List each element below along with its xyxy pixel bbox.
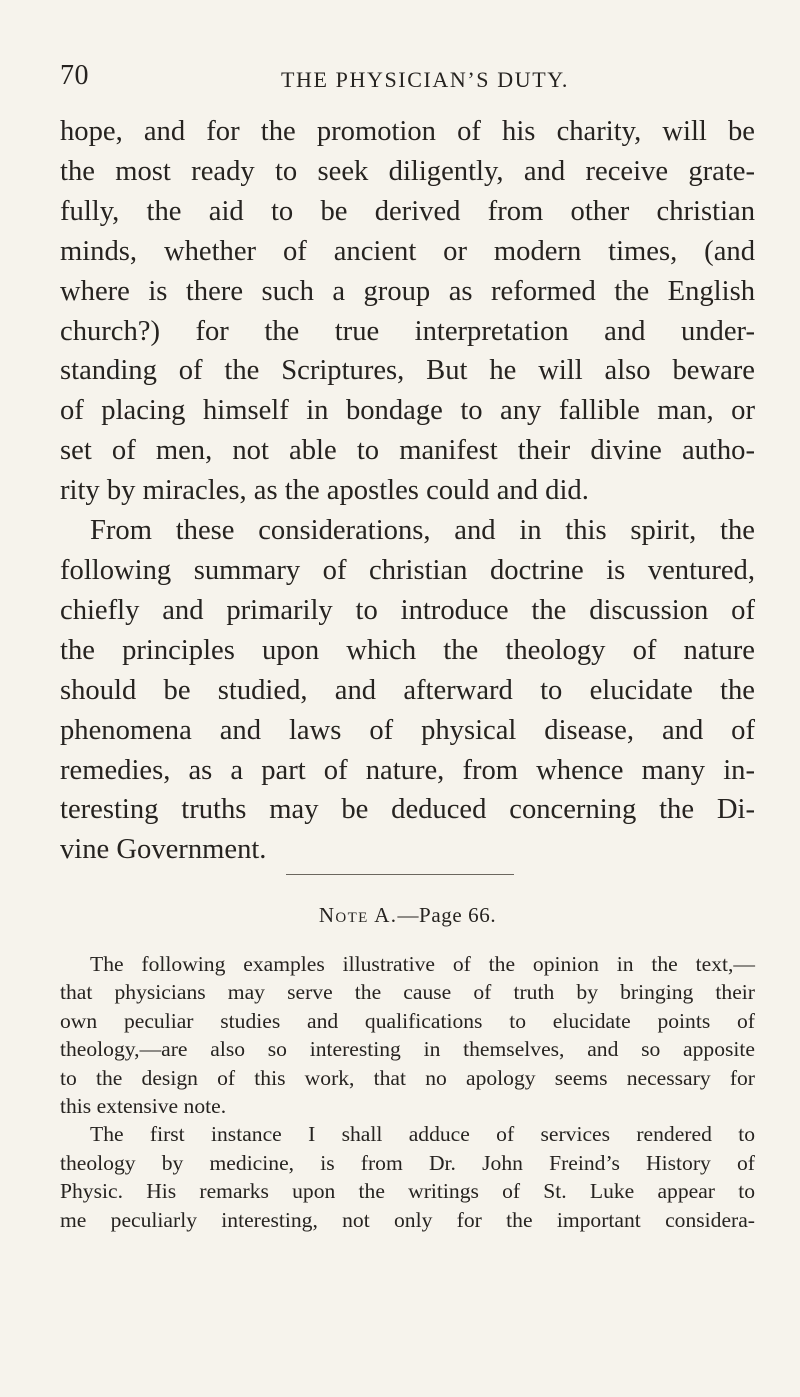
- note-page-ref: —Page 66.: [397, 903, 497, 927]
- text-line: phenomena and laws of physical disease, and of: [60, 714, 755, 746]
- note-line: own peculiar studies and qualifications to elucidate points of: [60, 1008, 755, 1033]
- note-line: to the design of this work, that no apology seems necessary for: [60, 1065, 755, 1090]
- text-line: following summary of christian doctrine is ventured,: [60, 554, 755, 586]
- note-line: theology by medicine, is from Dr. John Freind’s History of: [60, 1150, 755, 1175]
- running-head: [60, 60, 760, 96]
- text-line: minds, whether of ancient or modern times, (and: [60, 235, 755, 267]
- text-line: From these considerations, and in this spirit, the: [90, 515, 755, 547]
- note-line: me peculiarly interesting, not only for the important considera-: [60, 1207, 755, 1232]
- text-line: where is there such a group as reformed the English: [60, 275, 755, 307]
- note-line: The following examples illustrative of the opinion in the text,—: [90, 952, 755, 976]
- text-line: chiefly and primarily to introduce the discussion of: [60, 594, 755, 626]
- text-line: teresting truths may be deduced concerning the Di-: [60, 794, 755, 826]
- text-line: fully, the aid to be derived from other christian: [60, 195, 755, 227]
- note-label: Note A.: [318, 903, 398, 927]
- text-line: vine Government.: [60, 834, 267, 866]
- note-text-block: [60, 950, 755, 1234]
- note-line: this extensive note.: [60, 1094, 227, 1119]
- note-line: The first instance I shall adduce of services rendered to: [90, 1122, 755, 1147]
- note-line: Physic. His remarks upon the writings of St. Luke appear to: [60, 1179, 755, 1204]
- text-line: the principles upon which the theology of nature: [60, 634, 755, 666]
- note-heading: [60, 902, 755, 928]
- text-line: should be studied, and afterward to elucidate the: [60, 674, 755, 706]
- page-number: 70: [60, 60, 89, 91]
- text-line: hope, and for the promotion of his charity, will be: [60, 116, 755, 147]
- text-line: standing of the Scriptures, But he will also beware: [60, 355, 755, 387]
- main-text-block: [60, 112, 755, 870]
- text-line: the most ready to seek diligently, and receive grate-: [60, 155, 755, 187]
- note-line: theology,—are also so interesting in themselves, and so apposite: [60, 1037, 755, 1062]
- section-divider: [286, 874, 514, 875]
- text-line: remedies, as a part of nature, from whence many in-: [60, 754, 755, 786]
- text-line: rity by miracles, as the apostles could and did.: [60, 475, 589, 507]
- text-line: set of men, not able to manifest their divine autho-: [60, 435, 755, 467]
- text-line: church?) for the true interpretation and under-: [60, 315, 755, 347]
- running-head-title: THE PHYSICIAN’S DUTY.: [280, 67, 570, 92]
- text-line: of placing himself in bondage to any fallible man, or: [60, 395, 755, 427]
- note-line: that physicians may serve the cause of truth by bringing their: [60, 980, 755, 1005]
